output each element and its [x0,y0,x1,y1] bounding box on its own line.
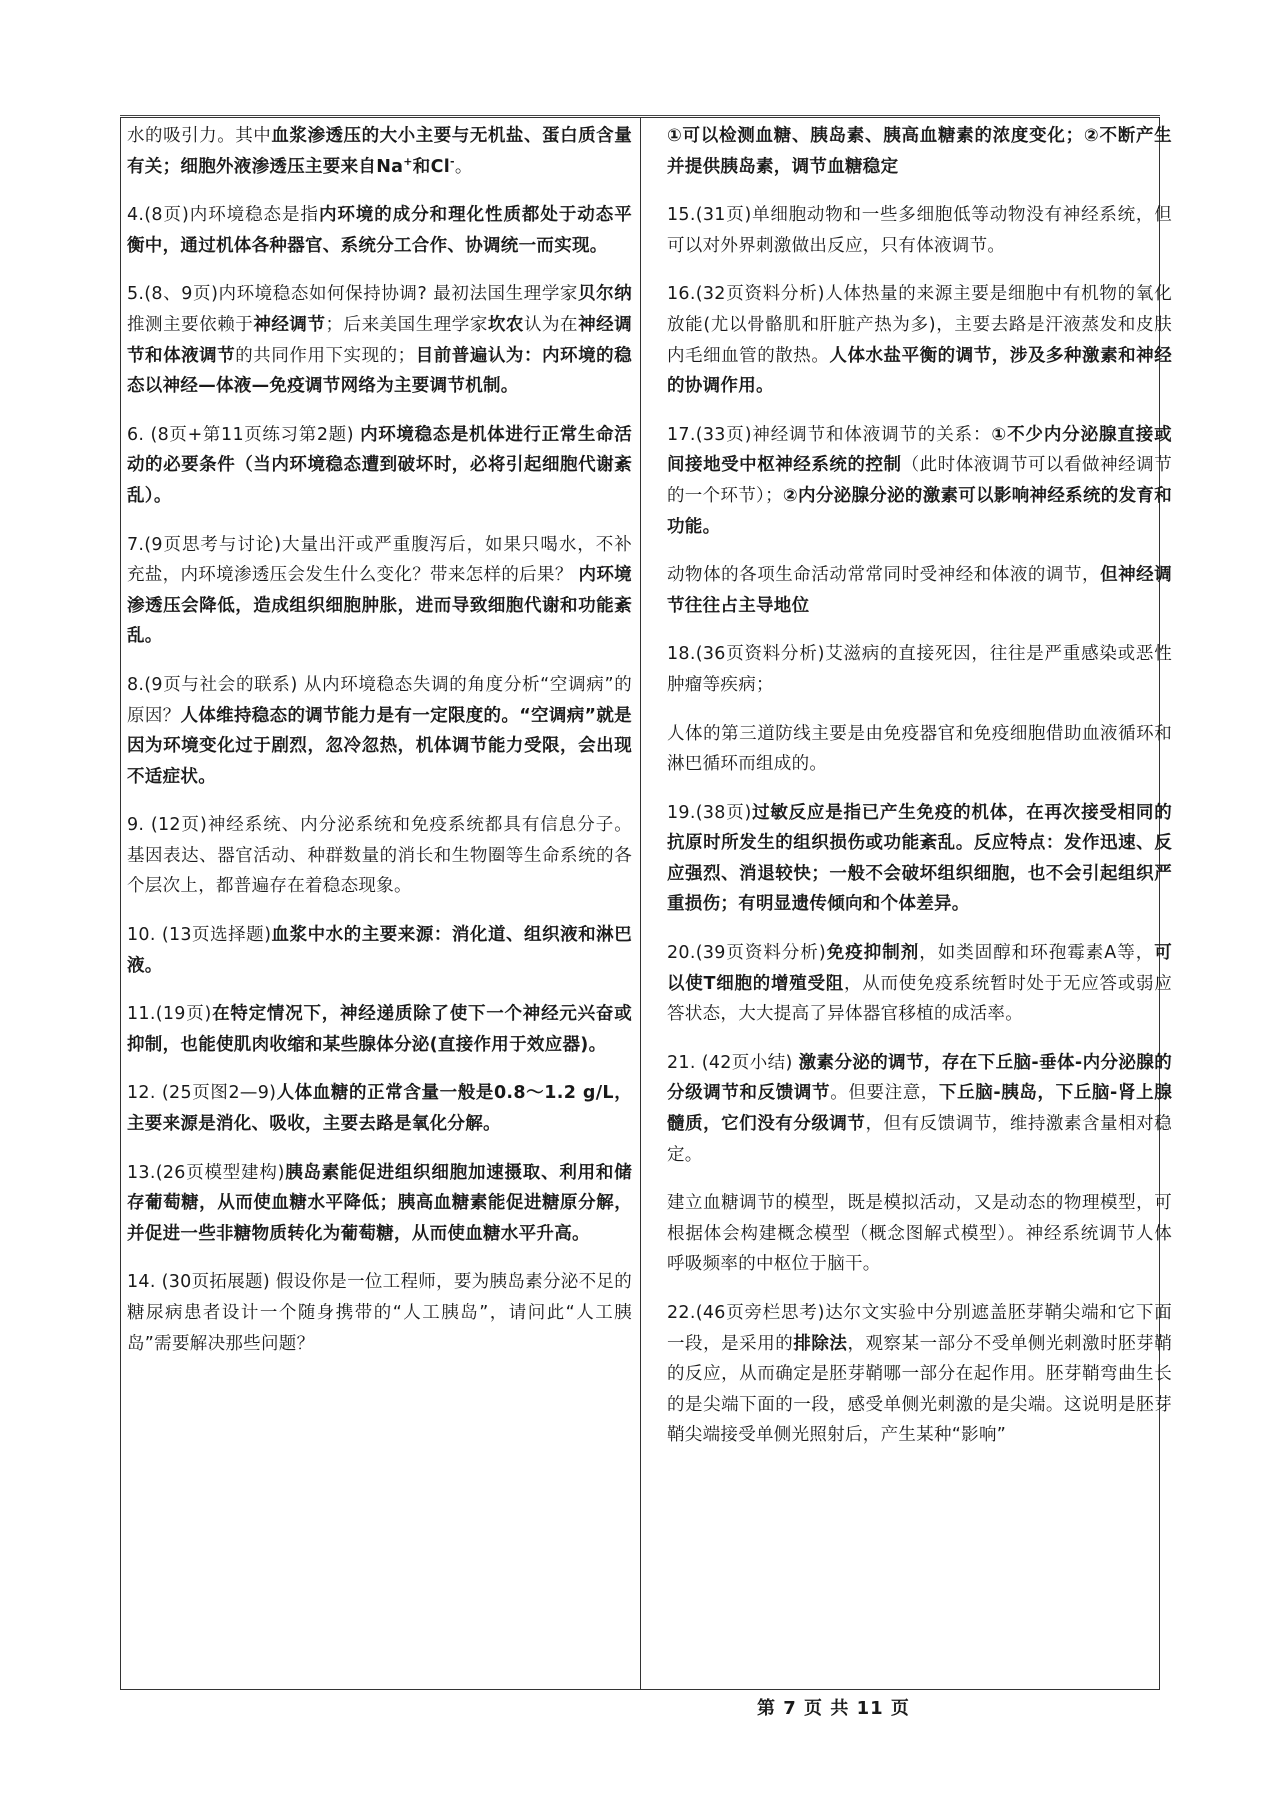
text: 12. (25页图2—9) [127,1083,277,1104]
paragraph-p3cont [127,121,632,182]
paragraph-p8 [127,670,632,792]
bold-text: 和Cl [412,156,451,177]
text: 20.(39页资料分析) [667,943,827,964]
paragraph-p17 [667,420,1172,542]
text: 9. (12页)神经系统、内分泌系统和免疫系统都具有信息分子。基因表达、器官活动、种群数量的消长和生物圈等生命系统的各个层次上，都普遍存在着稳态现象。 [127,815,632,897]
text: 的共同作用下实现的； [235,345,416,366]
bold-text: ②内分泌腺分泌的激素可以影响神经系统的发育和功能。 [667,485,1172,537]
text: ，但有反馈调节，维持激素含量相对稳定。 [667,1114,1172,1165]
paragraph-p15 [667,200,1172,261]
bold-text: 内环境稳态是机体进行正常生命活动的必要条件（当内环境稳态遭到破坏时，必将引起细胞代谢紊乱）。 [127,424,633,506]
text: 4.(8页)内环境稳态是指 [127,205,319,226]
paragraph-p19 [667,798,1172,920]
header-rule [120,115,1160,116]
page-number: 第 7 页 共 11 页 [757,1698,910,1719]
paragraph-p12 [127,1078,632,1139]
paragraph-p9 [127,810,632,902]
paragraph-p5 [127,279,632,401]
paragraph-p10 [127,920,632,981]
text: ，如类固醇和环孢霉素A等， [919,943,1155,964]
text: ，观察某一部分不受单侧光刺激时胚芽鞘的反应，从而确定是胚芽鞘哪一部分在起作用。胚芽鞘弯曲生长的是尖端下面的一段，感受单侧光刺激的是尖端。这说明是胚芽鞘尖端接受单侧光照射后，产生某种“影响” [667,1333,1172,1446]
paragraph-p6 [127,420,632,512]
superscript: + [403,154,413,168]
paragraph-p21 [667,1048,1172,1170]
paragraph-p16 [667,279,1172,401]
bold-text: 血浆渗透压的大小主要与无机盐、蛋白质含量有关；细胞外液渗透压主要来自Na [127,126,632,177]
paragraph-p17b [667,560,1172,621]
bold-text: 内环境的成分和理化性质都处于动态平衡中，通过机体各种器官、系统分工合作、协调统一而实现。 [127,205,632,256]
text: 15.(31页)单细胞动物和一些多细胞低等动物没有神经系统，但可以对外界刺激做出反应，只有体液调节。 [667,205,1172,256]
bold-text: 神经调节 [253,314,326,335]
bold-text: 人体维持稳态的调节能力是有一定限度的。“空调病”就是因为环境变化过于剧烈，忽冷忽热，机体调节能力受限，会出现不适症状。 [127,705,632,787]
right-column [667,121,1172,1469]
bold-text: 神经调节和体液调节 [127,314,632,366]
text: ；后来美国生理学家 [325,314,488,335]
text: 11.(19页) [127,1004,212,1025]
bold-text: 过敏反应是指已产生免疫的机体，在再次接受相同的抗原时所发生的组织损伤或功能紊乱。反应特点：发作迅速、反应强烈、消退较快；一般不会破坏组织细胞，也不会引起组织严重损伤；有明显遗传倾向和个体差异。 [667,802,1172,915]
text: 认为在 [523,314,579,335]
paragraph-p20 [667,938,1172,1030]
bold-text: 胰岛素能促进组织细胞加速摄取、利用和储存葡萄糖，从而使血糖水平降低；胰高血糖素能促进糖原分解，并促进一些非糖物质转化为葡萄糖，从而使血糖水平升高。 [127,1162,632,1244]
paragraph-p14ans [667,121,1172,182]
bold-text: 人体水盐平衡的调节，涉及多种激素和神经的协调作用。 [667,345,1173,397]
bold-text: 排除法 [793,1333,848,1354]
superscript: - [450,154,455,168]
text: 5.(8、9页)内环境稳态如何保持协调? 最初法国生理学家 [127,284,579,305]
paragraph-p13 [127,1158,632,1250]
text: 水的吸引力。其中 [127,126,272,146]
paragraph-p11 [127,999,632,1060]
bold-text: 但神经调节往往占主导地位 [667,565,1172,616]
paragraph-p22 [667,1298,1172,1451]
text: 8.(9页与社会的联系) 从内环境稳态失调的角度分析“空调病”的原因？ [127,674,632,726]
paragraph-p14 [127,1267,632,1359]
bold-text: 下丘脑-胰岛，下丘脑-肾上腺髓质，它们没有分级调节 [667,1083,1173,1135]
text: 。但要注意， [830,1083,939,1104]
text: 22.(46页旁栏思考)达尔文实验中分别遮盖胚芽鞘尖端和它下面一段，是采用的 [667,1303,1172,1354]
text: 建立血糖调节的模型，既是模拟活动，又是动态的物理模型，可根据体会构建概念模型（概念图解式模型）。神经系统调节人体呼吸频率的中枢位于脑干。 [667,1193,1172,1275]
text: 18.(36页资料分析)艾滋病的直接死因，往往是严重感染或恶性肿瘤等疾病； [667,644,1172,695]
paragraph-p18 [667,639,1172,700]
text: 19.(38页) [667,802,752,823]
bold-text: ①可以检测血糖、胰岛素、胰高血糖素的浓度变化；②不断产生并提供胰岛素，调节血糖稳定 [667,126,1172,177]
text: 6. (8页+第11页练习第2题) [127,424,361,445]
text: 21. (42页小结) [667,1052,799,1073]
bold-text: 人体血糖的正常含量一般是0.8～1.2 g/L，主要来源是消化、吸收，主要去路是氧化分解。 [127,1083,632,1135]
text: 17.(33页)神经调节和体液调节的关系： [667,424,992,445]
column-divider [640,117,641,1690]
bold-text: 坎农 [487,314,524,335]
text: 14. (30页拓展题) 假设你是一位工程师，要为胰岛素分泌不足的糖尿病患者设计一个随身携带的“人工胰岛”，请问此“人工胰岛”需要解决那些问题？ [127,1272,632,1354]
text: 13.(26页模型建构) [127,1162,285,1183]
paragraph-p4 [127,200,632,261]
paragraph-p7 [127,530,632,652]
text: 人体的第三道防线主要是由免疫器官和免疫细胞借助血液循环和淋巴循环而组成的。 [667,723,1172,775]
bold-text: 可以使T细胞的增殖受阻 [667,943,1173,994]
paragraph-p21b [667,1188,1172,1280]
bold-text: 贝尔纳 [578,284,633,305]
text: 7.(9页思考与讨论)大量出汗或严重腹泻后，如果只喝水，不补充盐，内环境渗透压会发生什么变化？带来怎样的后果？ [127,534,632,586]
bold-text: 在特定情况下，神经递质除了使下一个神经元兴奋或抑制，也能使肌肉收缩和某些腺体分泌(直接作用于效应器)。 [127,1004,632,1055]
bold-text: 激素分泌的调节，存在下丘脑-垂体-内分泌腺的分级调节和反馈调节 [667,1052,1172,1104]
bold-text: 内环境渗透压会降低，造成组织细胞肿胀，进而导致细胞代谢和功能紊乱。 [127,565,632,647]
text: 。 [454,156,473,177]
bold-text: ①不少内分泌腺直接或间接地受中枢神经系统的控制 [667,424,1172,476]
text: ，从而使免疫系统暂时处于无应答或弱应答状态，大大提高了异体器官移植的成活率。 [667,973,1173,1025]
bold-text: 血浆中水的主要来源：消化道、组织液和淋巴液。 [127,925,633,976]
bold-text: 免疫抑制剂 [826,943,920,964]
text: 动物体的各项生命活动常常同时受神经和体液的调节， [667,565,1101,586]
text: 10. (13页选择题) [127,925,272,946]
text: 16.(32页资料分析)人体热量的来源主要是细胞中有机物的氧化放能(尤以骨骼肌和肝脏产热为多)，主要去路是汗液蒸发和皮肤内毛细血管的散热。 [667,284,1172,366]
left-column [127,121,632,1377]
bold-text: 目前普遍认为：内环境的稳态以神经—体液—免疫调节网络为主要调节机制。 [127,345,632,397]
paragraph-p18b [667,719,1172,780]
text: 推测主要依赖于 [127,314,254,335]
text: （此时体液调节可以看做神经调节的一个环节）； [667,455,1172,506]
